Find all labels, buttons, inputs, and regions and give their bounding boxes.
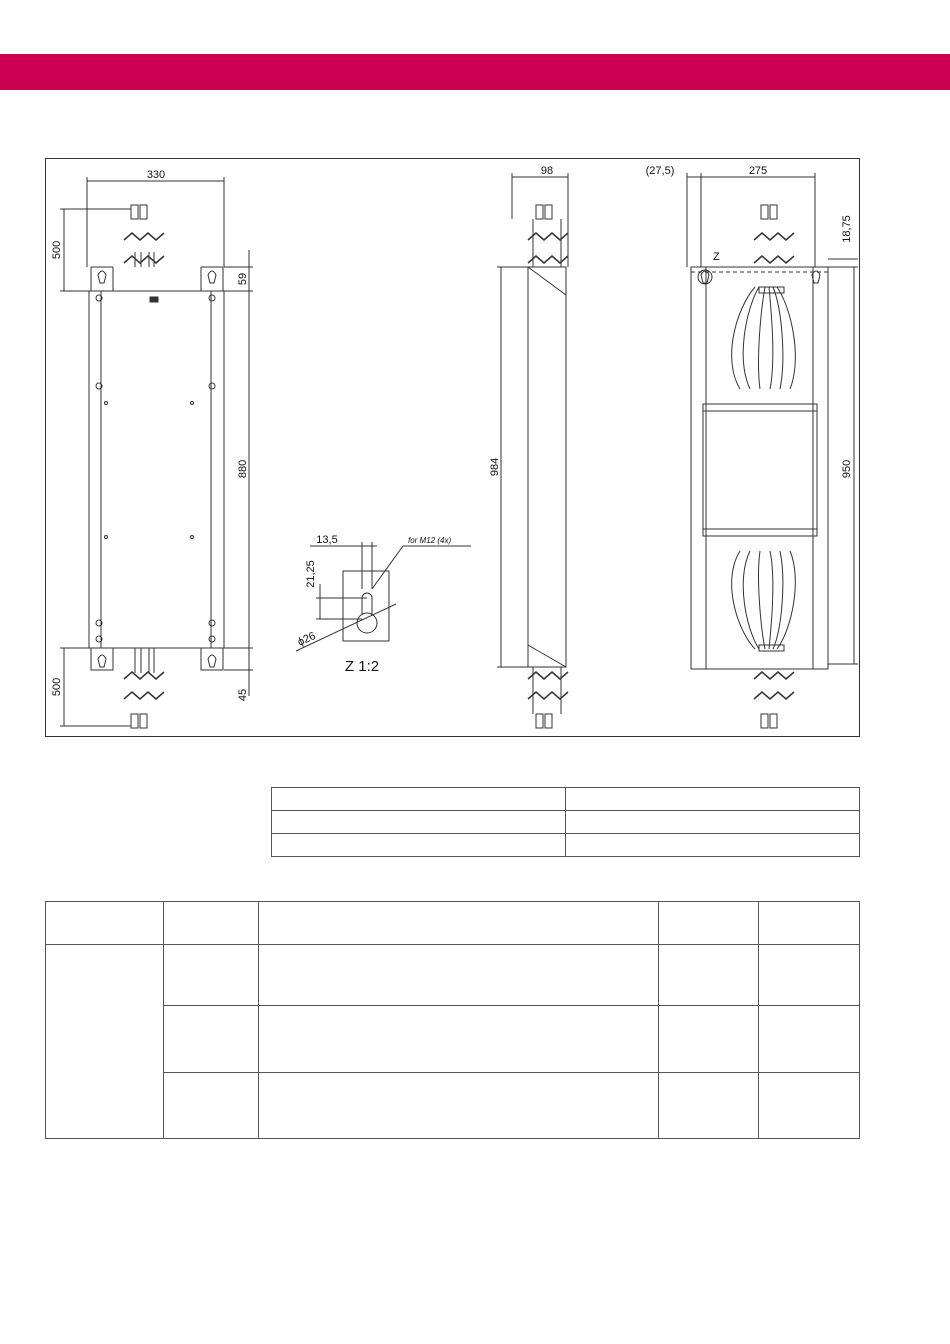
table-row xyxy=(46,945,860,1006)
table-cell xyxy=(759,945,860,1006)
table-header-cell xyxy=(659,902,759,945)
technical-drawing xyxy=(45,158,860,737)
dim-hole-height: 21,25 xyxy=(305,560,317,588)
table-cell xyxy=(164,945,259,1006)
dim-front-width: 330 xyxy=(146,169,166,181)
table-cell xyxy=(566,834,860,857)
table-row xyxy=(272,811,860,834)
table-header-cell xyxy=(259,902,659,945)
table-cell xyxy=(272,811,566,834)
table-header-cell xyxy=(759,902,860,945)
table-cell xyxy=(46,945,164,1139)
table-cell xyxy=(659,1006,759,1073)
table-header-cell xyxy=(164,902,259,945)
table-cell xyxy=(659,945,759,1006)
front-view xyxy=(60,177,253,728)
spec-table xyxy=(45,901,860,1139)
dim-cable-top: 500 xyxy=(51,240,63,260)
table-cell xyxy=(759,1073,860,1139)
hole-note: for M12 (4x) xyxy=(408,536,452,545)
dim-detail-height: 950 xyxy=(841,459,853,479)
table-row xyxy=(46,1006,860,1073)
table-cell xyxy=(272,788,566,811)
table-row xyxy=(272,788,860,811)
dim-side-height: 984 xyxy=(489,457,501,477)
header-banner xyxy=(0,54,950,90)
hole-detail xyxy=(296,542,471,651)
dim-bottom-offset: 45 xyxy=(237,688,249,702)
dim-detail-top: 18,75 xyxy=(841,215,853,243)
table-header-row xyxy=(46,902,860,945)
table-cell xyxy=(259,1073,659,1139)
table-cell xyxy=(259,945,659,1006)
table-header-cell xyxy=(46,902,164,945)
drawing-svg xyxy=(46,159,861,738)
table-row xyxy=(272,834,860,857)
dim-cable-bottom: 500 xyxy=(51,677,63,697)
dim-side-depth: 98 xyxy=(540,165,554,177)
small-table xyxy=(271,787,860,857)
table-cell xyxy=(164,1073,259,1139)
table-cell xyxy=(566,811,860,834)
dim-detail-offset: (27,5) xyxy=(645,165,675,177)
dim-top-offset: 59 xyxy=(237,272,249,286)
dim-front-height: 880 xyxy=(237,459,249,479)
dim-detail-width: 275 xyxy=(748,165,768,177)
side-view xyxy=(497,173,568,728)
table-row xyxy=(46,1073,860,1139)
dim-hole-diameter: ϕ26 xyxy=(295,629,318,649)
table-cell xyxy=(259,1006,659,1073)
detail-scale: Z 1:2 xyxy=(344,658,380,675)
table-cell xyxy=(164,1006,259,1073)
dim-hole-width: 13,5 xyxy=(316,534,338,546)
table-cell xyxy=(659,1073,759,1139)
table-cell xyxy=(272,834,566,857)
table-cell xyxy=(566,788,860,811)
detail-marker: Z xyxy=(713,251,720,263)
table-cell xyxy=(759,1006,860,1073)
